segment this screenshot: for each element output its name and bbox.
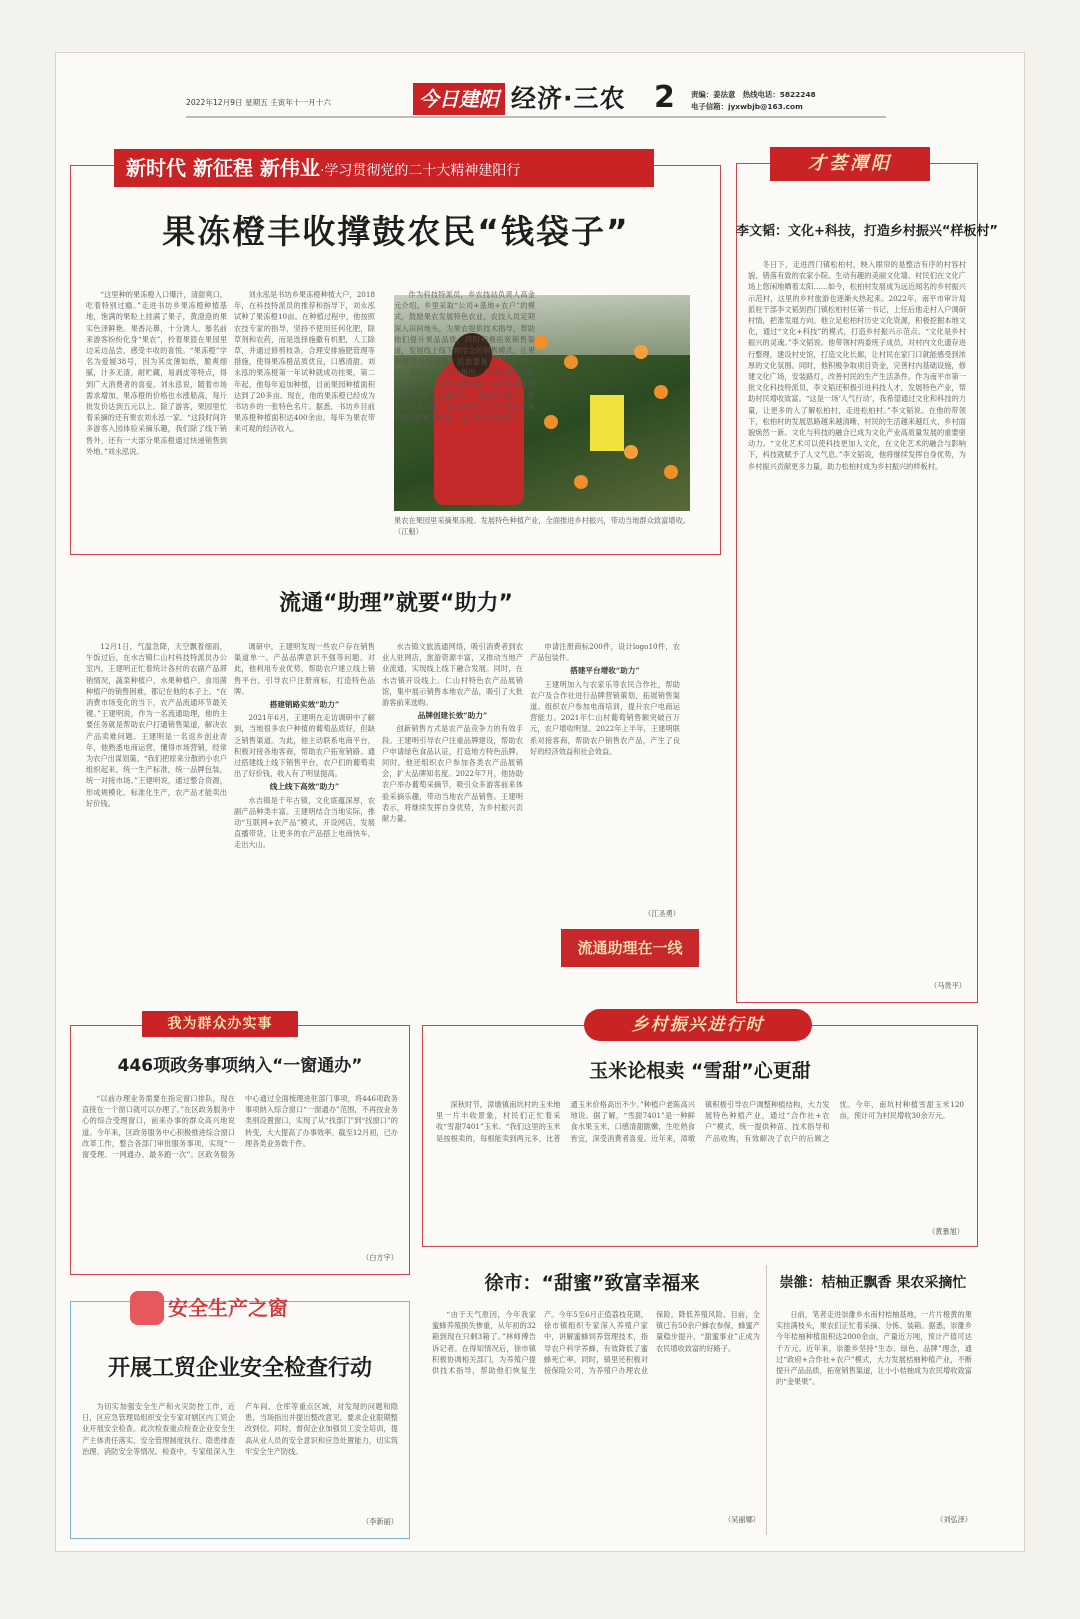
article5-banner: 安全生产之窗 <box>168 1296 288 1320</box>
orange-fruit <box>664 465 678 479</box>
article6-text: “由于天气原因，今年我家蜜蜂养殖损失惨重，从年初的32箱到现在只剩3箱了。”林师傅告诉记者。在得知情况后，徐市镇积极协调相关部门，为养殖户提供技术指导，帮助他们恢复生产。今年5至6月正值荔枝花期，徐市镇组织专家深入养殖户家中，讲解蜜蜂饲养管理技术，指导农户科学养蜂，有效降低了蜜蜂死亡率。同时，镇里还积极对接保险公司，为养殖户办理农业保险，降低养殖风险。目前，全镇已有50余户蜂农参保，蜂蜜产量稳步提升，“甜蜜事业”正成为农民增收致富的好路子。 <box>432 1310 760 1376</box>
article7-text: 日前，笔者走进崇雒乡水南村桔柚基地，一片片橙黄的果实挂满枝头，果农们正忙着采摘、分拣、装箱。据悉，崇雒乡今年桔柚种植面积达2000余亩，产量近万吨，预计产值可达千万元。近年来，崇雒乡坚持“生态、绿色、品牌”理念，通过“政府+合作社+农户”模式，大力发展桔柚种植产业，不断提升产品品质，拓宽销售渠道，让小小桔柚成为农民增收致富的“金果果”。 <box>776 1310 972 1387</box>
sidebar-author: （马贵平） <box>930 981 966 990</box>
sidebar-title: 李文韬：文化+科技，打造乡村振兴“样板村” <box>736 224 998 239</box>
orange-fruit <box>654 385 668 399</box>
topic-banner-sub: ·学习贯彻党的二十大精神建阳行 <box>319 163 521 179</box>
section-title: 经济·三农 <box>511 84 626 113</box>
topic-banner-main: 新时代 新征程 新伟业 <box>126 156 320 180</box>
article6-author: （吴丽娜） <box>724 1515 760 1524</box>
orange-fruit <box>564 355 578 369</box>
article4-author: （黄慕旭） <box>928 1227 964 1236</box>
article2-author: （江圣勇） <box>644 909 680 918</box>
masthead-logo: 今日建阳 <box>413 83 505 115</box>
article7-title: 崇雒：桔柚正飘香 果农采摘忙 <box>779 1275 967 1291</box>
article5-text: 为切实加强安全生产和火灾防控工作，近日，区应急管理局组织安全专家对辖区内工贸企业开展安全检查。此次检查重点检查企业安全生产主体责任落实、安全管理制度执行、隐患排查治理、消防安全等情况。检查中，专家组深入生产车间、仓库等重点区域，对发现的问题和隐患，当场指出并提出整改意见，要求企业限期整改到位。同时，督促企业加强员工安全培训，提高从业人员的安全意识和应急处置能力，切实筑牢安全生产防线。 <box>82 1402 398 1456</box>
subhead: 线上线下高效“助力” <box>269 782 340 792</box>
newspaper-page <box>55 52 1025 1552</box>
article2-col3: 水吉镇文旅流通网络，吸引消费者到农业人驻网店，旅游资源丰富，又推动当地产业流通，实现线上线下融合发展。同时，在水吉镇开设线上、仁山村特色农产品展销馆，集中展示销售本地农产品，吸引了大批游客前来选购。 品牌创建长效“助力” 创新销售方式是农产品竞争力的有效手段。王建明引导农户注重品牌建设，帮助农户申请绿色食品认证，打造地方特色品牌。同时，他还组织农户参加各类农产品展销会，扩大品牌知名度。2022年7月，他协助农户举办葡萄采摘节，吸引众多游客前来体验采摘乐趣，带动当地农产品销售。王建明表示，将继续发挥自身优势，为乡村振兴贡献力量。 <box>382 642 523 824</box>
article7-author: （刘弘泽） <box>936 1515 972 1524</box>
article1-col1b: 刘永泓是书坊乡果冻橙种植大户，2018年，在科技特派员的推荐和指导下，刘永泓试种了果冻橙10亩。在种植过程中，他按照农技专家的指导，坚持不使用任何化肥，除草剂和农药，而是选择施撒有机肥，人工除草，并通过修剪枝条，合理安排施肥管理等措施，使得果冻橙品质优良，口感清甜。刘永泓的果冻橙第一年试种就成功挂果，第二年起，他每年追加种植，目前果园种植面积达到了20多亩。现在，他的果冻橙已经成为书坊乡的一张特色名片。据悉，书坊乡目前果冻橙种植面积达400余亩，每年为果农带来可观的经济收入。 <box>234 290 375 434</box>
subhead: 搭建平台增收“助力” <box>570 666 640 676</box>
page-number: 2 <box>654 80 675 115</box>
subhead: 搭建销路实效“助力” <box>269 700 340 710</box>
article1-caption: 果农在果园里采摘果冻橙。发展特色种植产业，全面推进乡村振兴，带动当地群众致富增收。（江魁） <box>394 516 690 537</box>
article4-banner: 乡村振兴进行时 <box>584 1009 812 1041</box>
email-line: 电子信箱：jyxwbjb@163.com <box>691 102 803 111</box>
article5-author: （李新丽） <box>362 1517 398 1526</box>
yellow-trap-card <box>590 395 624 451</box>
article3-banner: 我为群众办实事 <box>142 1011 298 1037</box>
header-divider <box>186 116 886 118</box>
orange-fruit <box>634 345 648 359</box>
sidebar-text: 冬日下，走进西门镇松柏村，映入眼帘的是整洁有序的村容村貌、错落有致的农家小院。生动有趣的美丽文化墙、村民们在文化广场上悠闲地晒着太阳……如今，松柏村发展成为远近闻名的乡村振兴示范村，这里的乡村旅游也逐渐火热起来。2022年，南平市审计局派驻干部李文韬到西门镇松柏村任第一书记，上任后他走村入户调研村情，把准发展方向。他立足松柏村历史文化资源，积极挖掘本地文化，通过“文化+科技”的模式，打造乡村振兴示范点。“文化是乡村振兴的灵魂。”李文韬说。他带领村两委班子成员，对村内文化遗存进行整理，建设村史馆，打造文化长廊，让村民在家门口就能感受到浓厚的文化氛围。同时，他积极争取项目资金，完善村内基础设施，修建文化广场，安装路灯，改善村民的生产生活条件。作为南平市第一批文化科技特派员，李文韬还积极引进科技人才，发展特色产业，帮助村民增收致富。“这是一场‘人气行动’，我希望通过文化和科技的力量，让更多的人了解松柏村，走进松柏村。”李文韬说。在他的带领下，松柏村的发展思路越来越清晰，村民的生活越来越红火，乡村面貌焕然一新。文化与科技的融合已成为文化产业高质量发展的重要驱动力。“文化艺术可以使科技更加人文化，在文化艺术的融合与影响下，科技就赋予了人文气息。”李文韬说，他将继续发挥自身优势，为乡村振兴贡献更多力量，助力松柏村成为乡村振兴的样板村。 <box>748 260 966 471</box>
article5-title: 开展工贸企业安全检查行动 <box>107 1356 372 1381</box>
orange-fruit <box>624 445 638 459</box>
orange-fruit <box>534 335 548 349</box>
article2-col1: 12月1日，气温急降，天空飘着细雨，午饭过后，在水吉镇仁山村科技特派员办公室内，王建明正忙着统计各村的农副产品滞销情况，蔬菜种植户、水果种植户、食用菌种植户的销售困难，都记在他的本子上。“在消费市场变化的当下，农产品流通环节最关键。”王建明说，作为一名流通助理，他的主要任务就是帮助农户打通销售渠道，解决农产品卖难问题。王建明是一名返乡创业青年，他熟悉电商运营，懂得市场营销，经常为农户出谋划策。“我们把原来分散的小农户组织起来，统一生产标准，统一品牌包装，统一对接市场。”王建明说，通过整合资源，形成规模化、标准化生产，农产品才能卖出好价钱。 <box>86 642 227 808</box>
article2-title: 流通“助理”就要“助力” <box>279 591 513 616</box>
orange-fruit <box>544 415 558 429</box>
article1-col1: “这里种的果冻橙入口爆汁，清甜爽口，吃着特别过瘾。”走进书坊乡果冻橙种植基地，饱满的果粒上挂满了果子，黄澄澄的果实色泽鲜艳。果香沁鼻，十分诱人。慕名前来游客纷纷化身“果农”，拎着果篮在果园里边采边品尝，感受丰收的喜悦。“果冻橙”学名为爱媛38号，因为其皮薄如纸，脆爽细腻，汁多无渣，耐贮藏，易剥皮等特点，得到广大消费者的喜爱。刘永泓说，随着市场需求增加，果冻橙的价格也水涨船高，每斤批发价达到五元以上。除了游客，果园里忙着采摘的还有果农刘永泓一家。“这段时间许多游客入园体验采摘乐趣，我们除了线下销售外，还有一大部分果冻橙通过快递销售到外地。”刘永泓说。 <box>86 290 227 456</box>
article2-col4: 申请注册商标200件，设计logo10件，农产品包装件。 搭建平台增收“助力” 王建明加入与农家乐等农民合作社，帮助农户及合作社进行品牌营销策划，拓展销售渠道。组织农户参加电商培训，提升农户电商运营能力。2021年仁山村葡萄销售额突破百万元，农户增收明显。2022年上半年，王建明联系对接客商，帮助农户销售农产品，产生了良好的经济效益和社会效益。 <box>530 642 680 756</box>
editor-line: 责编：姜法意 热线电话：5822248 <box>691 90 816 99</box>
sidebar-banner: 才荟潭阳 <box>770 147 930 181</box>
column-divider <box>766 1265 767 1535</box>
article4-text: 深秋时节，漳墩镇南坑村的玉米地里一片丰收景象，村民们正忙着采收“雪甜7401”玉米。“我们这里的玉米是按根卖的，每根能卖到两元多，比普通玉米价格高出不少。”种植户老陈高兴地说。据了解，“雪甜7401”是一种鲜食水果玉米，口感清甜脆嫩，生吃熟食皆宜，深受消费者喜爱。近年来，漳墩镇积极引导农户调整种植结构，大力发展特色种植产业，通过“合作社+农户”模式，统一提供种苗、技术指导和产品收购，有效解决了农户的后顾之忧。今年，南坑村种植雪甜玉米120亩，预计可为村民增收30余万元。 <box>436 1100 964 1143</box>
article6-title: 徐市：“甜蜜”致富幸福来 <box>484 1272 700 1294</box>
article3-title: 446项政务事项纳入“一窗通办” <box>117 1056 363 1076</box>
subhead: 品牌创建长效“助力” <box>417 711 488 721</box>
topic-banner <box>114 149 654 187</box>
article2-col2: 调研中，王建明发现一些农户存在销售渠道单一、产品品牌意识不强等问题。对此，他利用专业优势，帮助农户建立线上销售平台，引导农户注册商标，打造特色品牌。 搭建销路实效“助力” 2021年6月，王建明在走访调研中了解到，当地很多农户种植的葡萄品质好，但缺乏销售渠道。为此，他主动联系电商平台，积极对接各地客商，帮助农户拓宽销路。通过搭建线上线下销售平台，农户们的葡萄卖出了好价钱，收入有了明显提高。 线上线下高效“助力” 水吉镇是千年古镇，文化底蕴深厚，农副产品种类丰富。王建明结合当地实际，推动“互联网+农产品”模式，开设网店，发展直播带货，让更多的农产品搭上电商快车，走出大山。 <box>234 642 375 850</box>
article3-text: “以前办理业务需要在指定窗口排队，现在直接在一个窗口就可以办理了。”在区政务服务中心的综合受理窗口，前来办事的群众高兴地说道。今年来，区政务服务中心积极推进综合窗口改革工作，整合各部门审批服务事项，实现“一窗受理、一网通办、最多跑一次”。区政务服务中心通过全面梳理进驻部门事项，将446项政务事项纳入综合窗口“一窗通办”范围，不再按业务类别设置窗口，实现了从“找部门”到“找窗口”的转变，大大提高了办事效率。截至12月初，已办理各类业务数千件。 <box>82 1094 398 1160</box>
article4-title: 玉米论根卖 “雪甜”心更甜 <box>589 1060 811 1082</box>
article3-author: （白方宇） <box>362 1253 398 1262</box>
article1-title: 果冻橙丰收撑鼓农民“钱袋子” <box>162 212 630 251</box>
column-tag: 流通助理在一线 <box>561 929 699 967</box>
orange-fruit <box>574 475 588 489</box>
issue-date: 2022年12月9日 星期五 壬寅年十一月十六 <box>186 98 331 107</box>
article1-col3: 作为科技特派员，乡农技站负责人高金元介绍，乡里采取“公司+基地+农户”的模式，鼓励果农发展特色农业，农技人员定期深入田间地头，为果农提供技术指导，帮助他们提升果品品质，同时积极拓宽销售渠道，发展线上线下相结合的销售模式，让果冻橙卖出好价钱。民族要复兴，乡村必振兴。党的二十大报告指出，全面推进乡村振兴，坚持农业农村优先发展。书坊乡将持续发展壮大特色农业产业，推动乡村振兴，做大做强果冻橙产业，把特色产业打造成为富民增收的重要产业，助力乡村产业振兴。 <box>394 290 535 423</box>
safety-logo-icon <box>130 1291 164 1325</box>
